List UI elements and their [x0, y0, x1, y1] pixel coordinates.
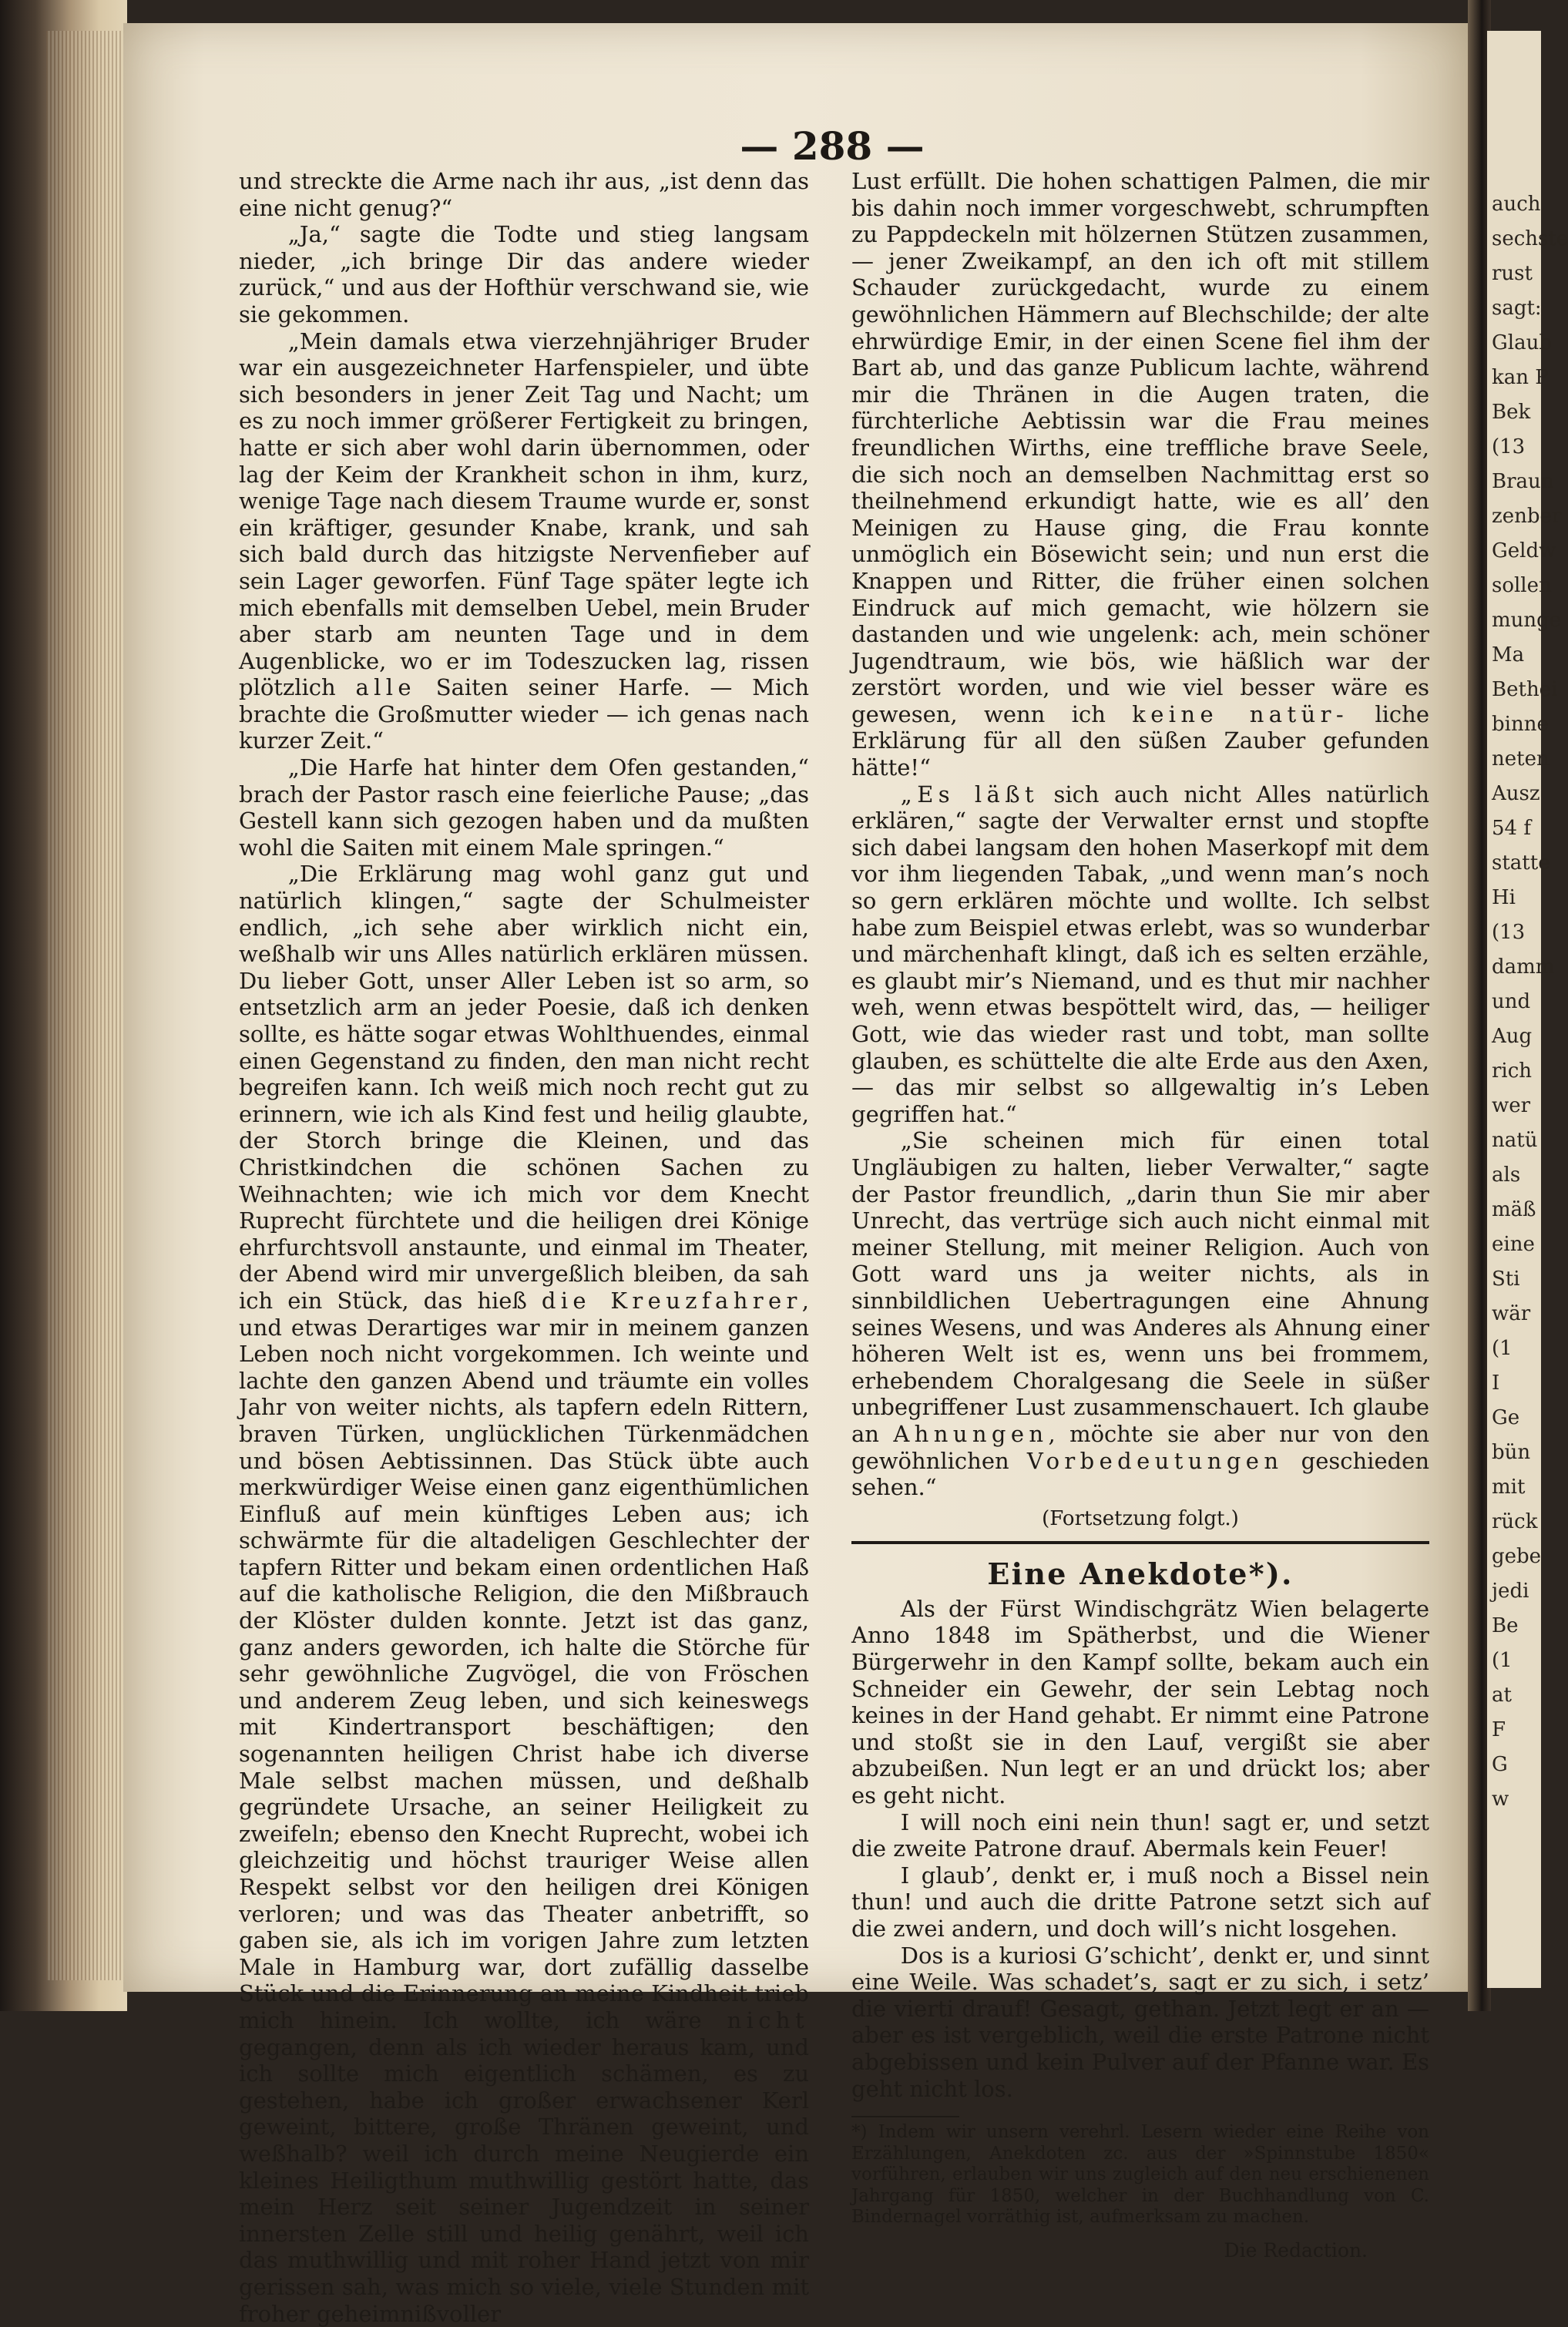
right-column — [851, 168, 1429, 2264]
paragraph — [851, 168, 1429, 781]
next-page-fragment: rich — [1492, 1059, 1533, 1083]
next-page-fragment: F — [1492, 1718, 1506, 1741]
emphasis-text: die Kreuzfahrer — [541, 1287, 802, 1314]
next-page-fragment: eine — [1492, 1233, 1535, 1256]
next-page-fragment: 54 f — [1492, 817, 1531, 840]
next-page-fragment: Aug — [1492, 1025, 1533, 1048]
emphasis-text: „Es läßt — [900, 781, 1039, 808]
next-page-fragment: mäß — [1492, 1198, 1536, 1221]
next-page-fragment: sagt: — [1492, 297, 1542, 320]
paragraph — [851, 781, 1429, 1128]
next-page-fragment: jedi — [1492, 1580, 1529, 1603]
footnote: *) Indem wir unsern verehrl. Lesern wieder eine Reihe von Erzählungen, Anekdoten zc. aus der »Spinnstube 1850« vorführen, erlauben wir uns zugleich auf den neu erschienenen Jahrgang für 1850, welcher in der Buchhandlung von C. Bindernagel vorräthig ist, aufmerksam zu machen. — [851, 2122, 1429, 2228]
paragraph: Als der Fürst Windischgrätz Wien belagerte Anno 1848 im Spätherbst, und die Wiener Bürgerwehr in den Kampf sollte, bekam auch ein Schneider ein Gewehr, der sein Lebtag noch keines in der Hand gehabt. Er nimmt eine Patrone und stoßt sie in den Lauf, vergißt sie aber abzubeißen. Nun legt er an und drückt los; aber es geht nicht. — [851, 1595, 1429, 1809]
next-page-fragment: auch — [1492, 193, 1541, 216]
emphasis-text: keine natür- — [1132, 700, 1348, 727]
next-page-fragment: damm — [1492, 955, 1555, 979]
next-page-fragment: Bethei — [1492, 678, 1558, 701]
next-page-fragment: Ma — [1492, 643, 1525, 667]
text-run: liche Erklärung für all den süßen Zauber gefunden hätte!“ — [851, 700, 1429, 781]
next-page-fragment: kan P — [1492, 366, 1549, 389]
left-column — [239, 168, 809, 2327]
text-run: , möchte sie aber nur von den gewöhnlichen — [851, 1420, 1430, 1474]
text-run: geschieden sehen.“ — [851, 1447, 1430, 1501]
paragraph: Dos is a kuriosi G’schicht’, denkt er, und sinnt eine Weile. Was schadet’s, sagt er zu sich, i setz’ die vierti drauf! Gesagt, gethan. Jetzt legt er an — aber es ist vergeblich, weil die erste Patrone nicht abgebissen und kein Pulver auf der Pfanne war. Es geht nicht los. — [851, 1942, 1429, 2102]
next-page-fragment: munge — [1492, 609, 1562, 632]
next-page-fragment: zenber — [1492, 505, 1562, 528]
next-page-fragment: I — [1492, 1372, 1500, 1395]
text-run: sich auch nicht Alles natürlich erklären,“ sagte der Verwalter ernst und stopfte sich dabei langsam den hohen Maserkopf mit dem vor ihm liegenden Tabak, „und wenn man’s noch so gern erklären möchte und wollte. Ich selbst habe zum Beispiel etwas erlebt, was so wunderbar und märchenhaft klingt, daß ich es selten erzähle, es glaubt mir’s Niemand, und es thut mir nachher weh, wenn etwas bespöttelt wird, das, — heiliger Gott, wie das wieder rast und tobt, man sollte glauben, es schüttelte die alte Erde aus den Axen, — das mir selbst so allgewaltig in’s Leben gegriffen hat.“ — [851, 781, 1430, 1127]
next-page-fragment: Braun — [1492, 470, 1554, 493]
page-number: — 288 — — [740, 123, 925, 169]
text-run: „Sie scheinen mich für einen total Ungläubigen zu halten, lieber Verwalter,“ sagte der Pastor freundlich, „darin thun Sie mir aber Unrecht, das vertrüge sich auch nicht einmal mit meiner Stellung, mit meiner Religion. Auch von Gott ward uns ja weiter nichts, als in sinnbildlichen Uebertragungen eine Ahnung seines Wesens, und was Anderes als Ahnung einer höheren Welt ist es, wenn uns bei frommem, erhebendem Choralgesang die Seele in süßer unbegriffener Lust zusammenschauert. Ich glaube an — [851, 1127, 1429, 1447]
next-page-edge — [1487, 31, 1568, 1988]
next-page-fragment: Bek — [1492, 401, 1531, 424]
paragraph: „Die Harfe hat hinter dem Ofen gestanden,“ brach der Pastor rasch eine feierliche Pause; „das Gestell kann sich gezogen haben und da mußten wohl die Saiten mit einem Male springen.“ — [239, 754, 809, 861]
next-page-fragment: binne — [1492, 713, 1549, 736]
next-page-fragment: sollen — [1492, 574, 1552, 597]
next-page-fragment: Be — [1492, 1614, 1519, 1637]
emphasis-text: alle — [355, 674, 416, 701]
paragraph — [239, 328, 809, 755]
next-page-fragment: sechste — [1492, 227, 1568, 250]
next-page-fragment: Glaub — [1492, 331, 1552, 354]
paragraph — [239, 861, 809, 2327]
next-page-fragment: neten — [1492, 747, 1550, 771]
next-page-fragment: (1 — [1492, 1649, 1513, 1672]
next-page-fragment: als — [1492, 1164, 1521, 1187]
next-page-fragment: Geldw — [1492, 539, 1556, 562]
next-page-fragment: rust — [1492, 262, 1533, 285]
next-page-fragment: wer — [1492, 1094, 1531, 1117]
text-run: Lust erfüllt. Die hohen schattigen Palmen, die mir bis dahin noch immer vorgeschwebt, schrumpften zu Pappdeckeln mit hölzernen Stützen zusammen, — jener Zweikampf, an den ich oft mit stillem Schauder zurückgedacht, wurde zu einem gewöhnlichen Hämmern auf Blechschilde; der alte ehrwürdige Emir, in der einen Scene fiel ihm der Bart ab, und das ganze Publicum lachte, während mir die Thränen in die Augen traten, die fürchterliche Aebtissin war die Frau meines freundlichen Wirths, eine treffliche brave Seele, die sich noch an demselben Nachmittag erst so theilnehmend erkundigt hatte, wie es all’ den Meinigen zu Hause ging, die Frau konnte unmöglich ein Bösewicht sein; und nun erst die Knappen und Ritter, die früher einen solchen Eindruck auf mich gemacht, wie hölzern sie dastanden und wie ungelenk: ach, mein schöner Jugendtraum, wie bös, wie häßlich war der zerstört worden, und wie viel besser wäre es gewesen, wenn ich — [851, 168, 1429, 727]
emphasis-text: Vorbedeutungen — [1026, 1447, 1284, 1474]
next-page-fragment: (13 — [1492, 921, 1526, 944]
continuation-note: (Fortsetzung folgt.) — [1042, 1506, 1239, 1530]
text-run: „Mein damals etwa vierzehnjähriger Bruder war ein ausgezeichneter Harfenspieler, und übte sich besonders in jener Zeit Tag und Nacht; um es zu noch immer größerer Fertigkeit zu bringen, hatte er sich aber wohl darin übernommen, oder lag der Keim der Krankheit schon in ihm, kurz, wenige Tage nach diesem Traume wurde er, sonst ein kräftiger, gesunder Knabe, krank, und sah sich bald durch das hitzigste Nervenfieber auf sein Lager geworfen. Fünf Tage später legte ich mich ebenfalls mit demselben Uebel, mein Bruder aber starb am neunten Tage und in dem Augenblicke, wo er im Todeszucken lag, rissen plötzlich — [239, 327, 809, 701]
next-page-fragment: statte — [1492, 851, 1550, 875]
next-page-fragment: at — [1492, 1684, 1512, 1707]
section-title: Eine Anekdote*). — [987, 1556, 1294, 1592]
next-page-fragment: wär — [1492, 1302, 1531, 1325]
next-page-fragment: w — [1492, 1788, 1509, 1811]
next-page-fragment: (1 — [1492, 1337, 1513, 1360]
next-page-fragment: gebe — [1492, 1545, 1542, 1568]
emphasis-text: Ahnungen — [893, 1420, 1049, 1447]
next-page-fragment: Hi — [1492, 886, 1516, 909]
paragraph: und streckte die Arme nach ihr aus, „ist denn das eine nicht genug?“ — [239, 168, 809, 221]
text-run: gegangen, denn als ich wieder heraus kam, und ich sollte mich eigentlich schämen, es zu gestehen, habe ich großer erwachsener Kerl geweint, bittere, große Thränen geweint, und weßhalb? weil ich durch meine Neugierde ein kleines Heiligthum muthwillig gestört hatte, das mein Herz seit seiner Jugendzeit in seiner innersten Zelle still und heilig genährt, weil ich das muthwillig und mit roher Hand jetzt von mir gerissen sah, was mich so viele, viele Stunden mit froher geheimnißvoller — [239, 2033, 809, 2327]
next-page-fragment: rück — [1492, 1510, 1538, 1533]
paragraph — [851, 1127, 1429, 1500]
emphasis-text: nicht — [727, 2006, 809, 2033]
next-page-fragment: bün — [1492, 1441, 1531, 1464]
paragraph: I will noch eini nein thun! sagt er, und setzt die zweite Patrone drauf. Abermals kein Feuer! — [851, 1808, 1429, 1862]
book-page-edges — [0, 0, 127, 2011]
next-page-fragment: mit — [1492, 1476, 1526, 1499]
next-page-fragment: natü — [1492, 1129, 1538, 1152]
next-page-fragment: (13 — [1492, 435, 1526, 458]
footnote-divider — [851, 2116, 959, 2117]
next-page-fragment: Ausz — [1492, 782, 1540, 805]
next-page-fragment: G — [1492, 1753, 1508, 1776]
signature: Die Redaction. — [1224, 2238, 1368, 2262]
next-page-fragment: Ge — [1492, 1406, 1520, 1429]
next-page-fragment: Sti — [1492, 1268, 1520, 1291]
paragraph: „Ja,“ sagte die Todte und stieg langsam nieder, „ich bringe Dir das andere wieder zurück,“ und aus der Hofthür verschwand sie, wie sie gekommen. — [239, 221, 809, 327]
next-page-fragment: und — [1492, 990, 1531, 1013]
text-run: , und etwas Derartiges war mir in meinem ganzen Leben noch nicht vorgekommen. Ich weinte und lachte den ganzen Abend und träumte ein volles Jahr von weiter nichts, als tapfern edeln Rittern, braven Türken, unglücklichen Türkenmädchen und bösen Aebtissinnen. Das Stück übte auch merkwürdiger Weise einen ganz eigenthümlichen Einfluß auf mein künftiges Leben aus; ich schwärmte für die altadeligen Geschlechter der tapfern Ritter und bekam einen ordentlichen Haß auf die katholische Religion, die den Mißbrauch der Klöster dulden konnte. Jetzt ist das ganz, ganz anders geworden, ich halte die Störche für sehr gewöhnliche Zugvögel, die von Fröschen und anderem Zeug leben, und sich keineswegs mit Kindertransport beschäftigen; den sogenannten heiligen Christ habe ich diverse Male selbst machen müssen, und deßhalb gegründete Ursache, an seiner Heiligkeit zu zweifeln; ebenso den Knecht Ruprecht, wobei ich gleichzeitig und höchst trauriger Weise allen Respekt selbst vor den heiligen drei Königen verloren; und was das Theater anbetrifft, so gaben sie, als ich im vorigen Jahre zum letzten Male in Hamburg war, dort zufällig dasselbe Stück und die Erinnerung an meine Kindheit trieb mich hinein. Ich wollte, ich wäre — [239, 1287, 809, 2033]
paragraph: I glaub’, denkt er, i muß noch a Bissel nein thun! und auch die dritte Patrone setzt sich auf die zwei andern, und doch will’s nicht losgehen. — [851, 1862, 1429, 1942]
text-run: „Die Erklärung mag wohl ganz gut und natürlich klingen,“ sagte der Schulmeister endlich, „ich sehe aber wirklich nicht ein, weßhalb wir uns Alles natürlich erklären müssen. Du lieber Gott, unser Aller Leben ist so arm, so entsetzlich arm an jeder Poesie, daß ich denken sollte, es hätte sogar etwas Wohlthuendes, einmal einen Gegenstand zu finden, den man nicht recht begreifen kann. Ich weiß mich noch recht gut zu erinnern, wie ich als Kind fest und heilig glaubte, der Storch bringe die Kleinen, und das Christkindchen die schönen Sachen zu Weihnachten; wie ich mich vor dem Knecht Ruprecht fürchtete und die heiligen drei Könige ehrfurchtsvoll anstaunte, und einmal im Theater, der Abend wird mir unvergeßlich bleiben, da sah ich ein Stück, das hieß — [239, 861, 809, 1314]
text-run: Saiten seiner Harfe. — Mich brachte die Großmutter wieder — ich genas nach kurzer Zeit.“ — [239, 674, 810, 754]
section-divider — [851, 1541, 1429, 1544]
